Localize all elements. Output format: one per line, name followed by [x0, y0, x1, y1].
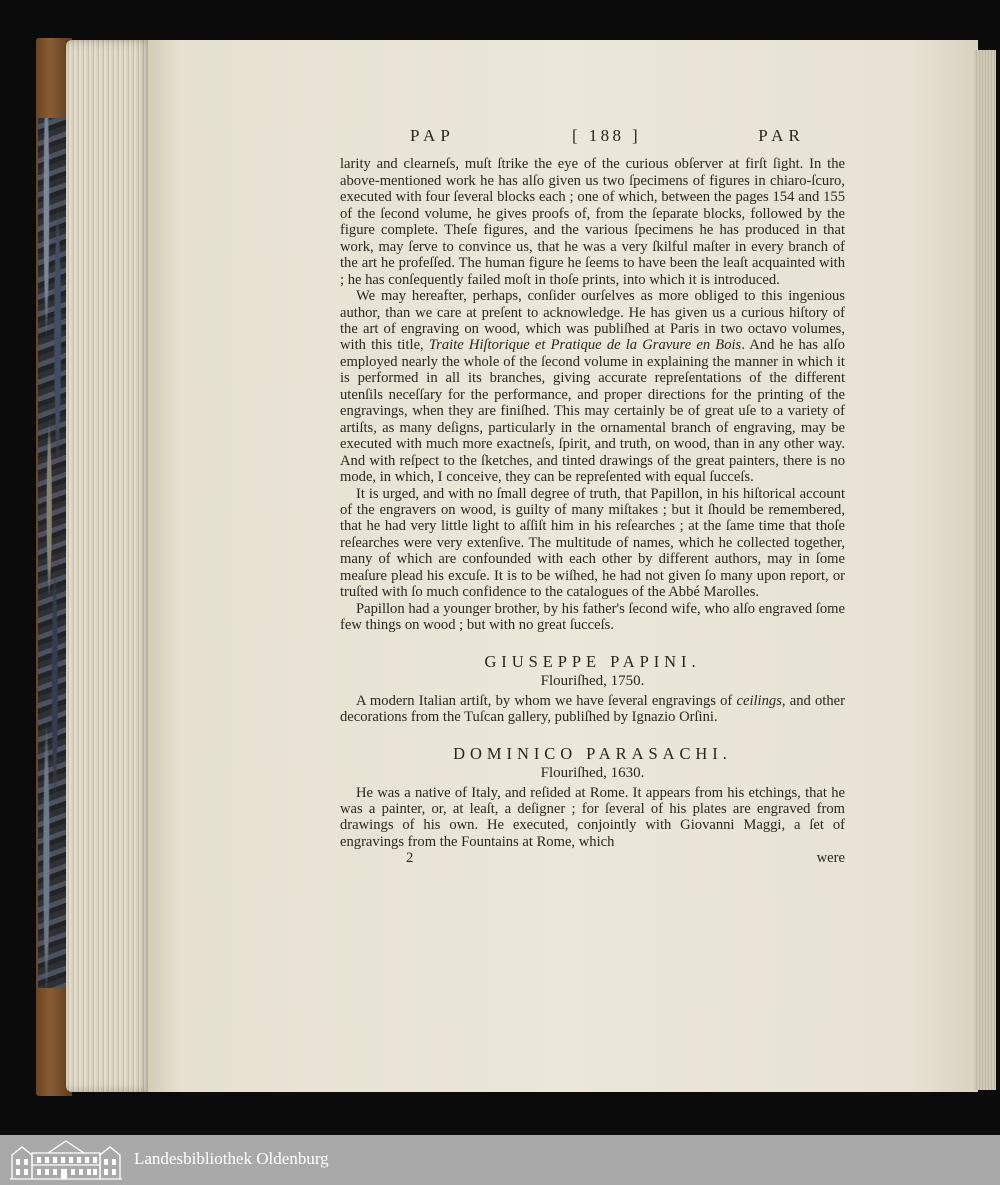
- text-run: Papillon had a younger brother, by his father's ſecond wife, who alſo engraved ſome few things on wood ; but with no great ſucceſs.: [340, 600, 845, 634]
- page-right-edge: [974, 50, 996, 1090]
- text-run: It is urged, and with no ſmall degree of truth, that Papillon, in his hiſtorical account of the engravers on wood, is guilty of many miſtakes ; but it ſhould be remembered, that he had very little light to aſſiſt him in his reſearches ; at the ſame time that thoſe reſearches were very extenſive. The multitude of names, which he collected together, many of which are confounded with each other by different authors, may in ſome meaſure plead his excuſe. It is to be wiſhed, he had not given ſo many upon report, or truſted with ſo much confidence to the catalogues of the Abbé Marolles.: [340, 485, 845, 601]
- italic-text: ceilings: [736, 692, 782, 709]
- paragraph: [340, 288, 845, 485]
- text-run: . And he has alſo employed nearly the whole of the ſecond volume in explaining the manner in which it is performed in all its branches, giving accurate repreſentations of the different utenſils neceſſary for the performance, and proper directions for the printing of the engravings, when they are finiſhed. This may certainly be of great uſe to a variety of artiſts, as many deſigns, particularly in the ornamental branch of engraving, may be executed with much more exactneſs, ſpirit, and truth, on wood, than in any other way. And with reſpect to the ſketches, and tinted drawings of the great painters, there is no mode, in which, I conceive, they can be repreſented with equal ſucceſs.: [340, 337, 845, 486]
- text-run: , and other decorations from the Tuſcan gallery, publiſhed by Ignazio Orſini.: [340, 692, 845, 726]
- running-head-left: PAP: [410, 126, 455, 145]
- italic-text: Traite Hiſtorique et Pratique de la Gravure en Bois: [428, 337, 742, 354]
- running-head: [410, 128, 805, 144]
- entry-flourished: Flouriſhed, 1750.: [540, 672, 645, 689]
- library-building-icon: [8, 1139, 124, 1181]
- page-foot: [406, 850, 845, 866]
- text-run: We may hereafter, perhaps, conſider ourſelves as more obliged to this ingenious author, than we care at preſent to acknowledge. He has given us a curious hiſtory of the art of engraving on wood, which was publiſhed at Paris in two octavo volumes, with this title,: [340, 288, 845, 354]
- page-edges: [66, 40, 152, 1092]
- catchword: were: [816, 850, 845, 867]
- library-footer: [0, 1135, 1000, 1185]
- entry-text: [340, 693, 845, 726]
- paragraph: [340, 601, 845, 634]
- entry-flourished: Flouriſhed, 1630.: [540, 764, 645, 781]
- page-text: [340, 128, 845, 866]
- paragraph: [340, 486, 845, 601]
- text-run: He was a native of Italy, and reſided at Rome. It appears from his etchings, that he was a painter, or, at leaſt, a deſigner ; for ſeveral of his plates are engraved from drawings of his own. He executed, conjointly with Giovanni Maggi, a ſet of engravings from the Fountains at Rome, which: [340, 784, 845, 850]
- entry-heading: GIUSEPPE PAPINI.: [484, 651, 701, 671]
- entry-text: [340, 785, 845, 851]
- entry-heading: DOMINICO PARASACHI.: [453, 743, 732, 763]
- library-name: Landesbibliothek Oldenburg: [134, 1149, 329, 1168]
- page-number: [ 188 ]: [572, 126, 642, 145]
- signature-mark: 2: [406, 850, 414, 867]
- marbled-cover: [38, 118, 66, 988]
- paragraph: [340, 156, 845, 288]
- running-head-right: PAR: [758, 126, 805, 145]
- text-run: A modern Italian artiſt, by whom we have ſeveral engravings of: [356, 692, 737, 709]
- text-run: larity and clearneſs, muſt ſtrike the eye of the curious obſerver at firſt ſight. In the above-mentioned work he has alſo given us two ſpecimens of figures in chiaro-ſcuro, executed with four ſeveral blocks each ; one of which, between the pages 154 and 155 of the ſecond volume, he gives proofs of, from the ſeparate blocks, followed by the figure complete. Theſe figures, and the various ſpecimens he has produced in that work, may ſerve to convince us, that he was a very ſkilful maſter in every branch of the art he profeſſed. The human figure he ſeems to have been the leaſt acquainted with ; he has conſequently failed moſt in thoſe prints, into which it is introduced.: [340, 156, 845, 288]
